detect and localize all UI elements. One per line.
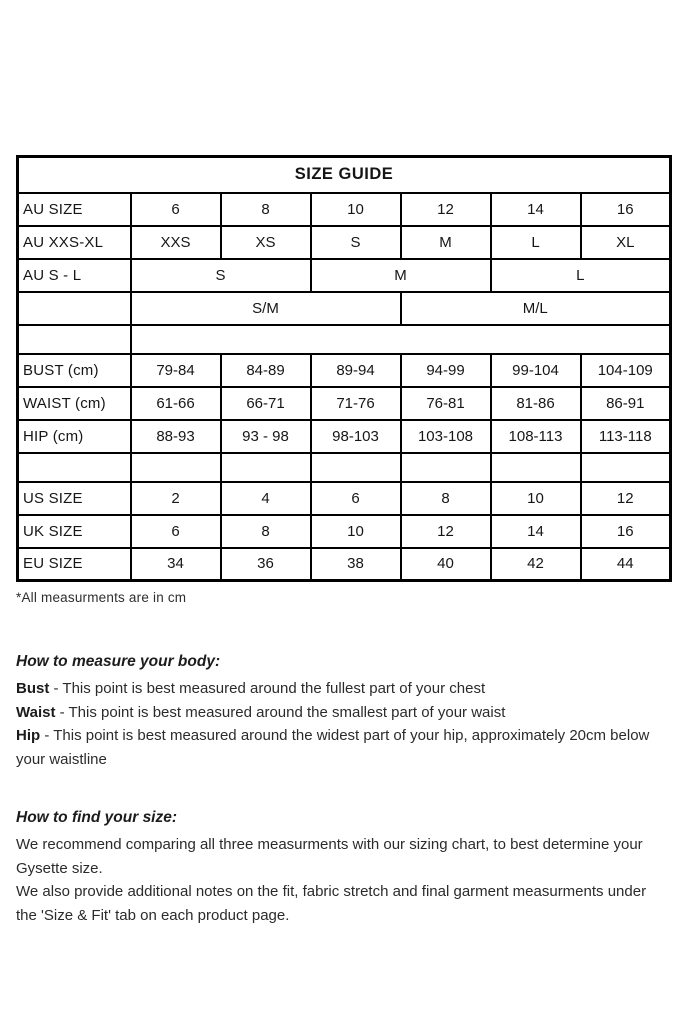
data-cell: 76-81 — [401, 387, 491, 420]
data-cell: 94-99 — [401, 354, 491, 387]
data-cell: XXS — [131, 226, 221, 259]
data-cell: 2 — [131, 482, 221, 515]
data-cell: 84-89 — [221, 354, 311, 387]
row-label-cell: HIP (cm) — [18, 420, 131, 453]
table-row — [18, 193, 671, 226]
measure-text-bust: - This point is best measured around the fullest part of your chest — [49, 680, 486, 697]
data-cell: 4 — [221, 482, 311, 515]
size-guide-table — [16, 155, 672, 582]
size-guide-table-body — [18, 193, 671, 581]
data-cell: 86-91 — [581, 387, 671, 420]
row-label-cell: US SIZE — [18, 482, 131, 515]
data-cell — [131, 325, 671, 354]
row-label-cell: WAIST (cm) — [18, 387, 131, 420]
table-row — [18, 354, 671, 387]
data-cell: 98-103 — [311, 420, 401, 453]
data-cell: 16 — [581, 515, 671, 548]
data-cell: 6 — [131, 193, 221, 226]
data-cell: 66-71 — [221, 387, 311, 420]
data-cell — [401, 453, 491, 482]
data-cell: 40 — [401, 548, 491, 581]
table-row — [18, 420, 671, 453]
data-cell — [221, 453, 311, 482]
data-cell — [581, 453, 671, 482]
data-cell: 12 — [401, 515, 491, 548]
find-paragraph-1: We recommend comparing all three measurments with our sizing chart, to best determine your Gysette size. — [16, 836, 643, 877]
data-cell: S — [311, 226, 401, 259]
measure-text-waist: - This point is best measured around the smallest part of your waist — [55, 703, 506, 721]
data-cell: M — [311, 259, 491, 292]
data-cell: 34 — [131, 548, 221, 581]
data-cell: L — [491, 226, 581, 259]
row-label-cell: AU S - L — [18, 259, 131, 292]
row-label-cell: EU SIZE — [18, 548, 131, 581]
data-cell: 79-84 — [131, 354, 221, 387]
table-row — [18, 387, 671, 420]
measure-item-waist — [16, 701, 668, 725]
data-cell: 14 — [491, 193, 581, 226]
data-cell: 103-108 — [401, 420, 491, 453]
row-label-cell: BUST (cm) — [18, 354, 131, 387]
table-row — [18, 515, 671, 548]
data-cell: 93 - 98 — [221, 420, 311, 453]
measure-item-bust — [16, 677, 668, 701]
table-row — [18, 292, 671, 325]
table-row — [18, 482, 671, 515]
table-row — [18, 226, 671, 259]
measure-term-hip: Hip — [16, 727, 41, 744]
data-cell: 16 — [581, 193, 671, 226]
table-title: SIZE GUIDE — [18, 157, 671, 193]
data-cell — [491, 453, 581, 482]
data-cell: 38 — [311, 548, 401, 581]
table-row — [18, 453, 671, 482]
data-cell: 89-94 — [311, 354, 401, 387]
data-cell: 81-86 — [491, 387, 581, 420]
data-cell: 14 — [491, 515, 581, 548]
data-cell — [311, 453, 401, 482]
measure-item-hip — [16, 724, 668, 771]
row-label-cell — [18, 453, 131, 482]
find-section-heading: How to find your size: — [16, 809, 178, 826]
content-column — [16, 155, 668, 927]
row-label-cell: UK SIZE — [18, 515, 131, 548]
row-label-cell: AU SIZE — [18, 193, 131, 226]
data-cell: 44 — [581, 548, 671, 581]
table-row — [18, 259, 671, 292]
table-title-row — [18, 157, 671, 193]
data-cell — [131, 453, 221, 482]
data-cell: 88-93 — [131, 420, 221, 453]
data-cell: 71-76 — [311, 387, 401, 420]
data-cell: 104-109 — [581, 354, 671, 387]
data-cell: 10 — [491, 482, 581, 515]
row-label-cell — [18, 292, 131, 325]
table-row — [18, 548, 671, 581]
data-cell: 12 — [581, 482, 671, 515]
measure-term-waist: Waist — [16, 703, 56, 721]
measurements-footnote: *All measurments are in cm — [16, 590, 187, 605]
data-cell: 8 — [221, 515, 311, 548]
data-cell: 10 — [311, 193, 401, 226]
data-cell: XS — [221, 226, 311, 259]
data-cell: 61-66 — [131, 387, 221, 420]
data-cell: M/L — [401, 292, 671, 325]
data-cell: 99-104 — [491, 354, 581, 387]
table-row — [18, 325, 671, 354]
data-cell: 10 — [311, 515, 401, 548]
data-cell: M — [401, 226, 491, 259]
data-cell: 108-113 — [491, 420, 581, 453]
data-cell: 12 — [401, 193, 491, 226]
data-cell: L — [491, 259, 671, 292]
measure-term-bust: Bust — [16, 680, 50, 697]
data-cell: S/M — [131, 292, 401, 325]
data-cell: 8 — [401, 482, 491, 515]
data-cell: 6 — [131, 515, 221, 548]
data-cell: 113-118 — [581, 420, 671, 453]
find-section — [16, 809, 668, 927]
measure-text-hip: - This point is best measured around the widest part of your hip, approximately 20cm below your waistline — [16, 727, 650, 768]
data-cell: 42 — [491, 548, 581, 581]
data-cell: XL — [581, 226, 671, 259]
data-cell: S — [131, 259, 311, 292]
row-label-cell — [18, 325, 131, 354]
measure-section — [16, 653, 668, 771]
measure-section-heading: How to measure your body: — [16, 653, 221, 670]
data-cell: 36 — [221, 548, 311, 581]
data-cell: 6 — [311, 482, 401, 515]
data-cell: 8 — [221, 193, 311, 226]
find-paragraph-2: We also provide additional notes on the fit, fabric stretch and final garment measurments under the 'Size & Fit' tab on each product page. — [16, 883, 647, 924]
row-label-cell: AU XXS-XL — [18, 226, 131, 259]
